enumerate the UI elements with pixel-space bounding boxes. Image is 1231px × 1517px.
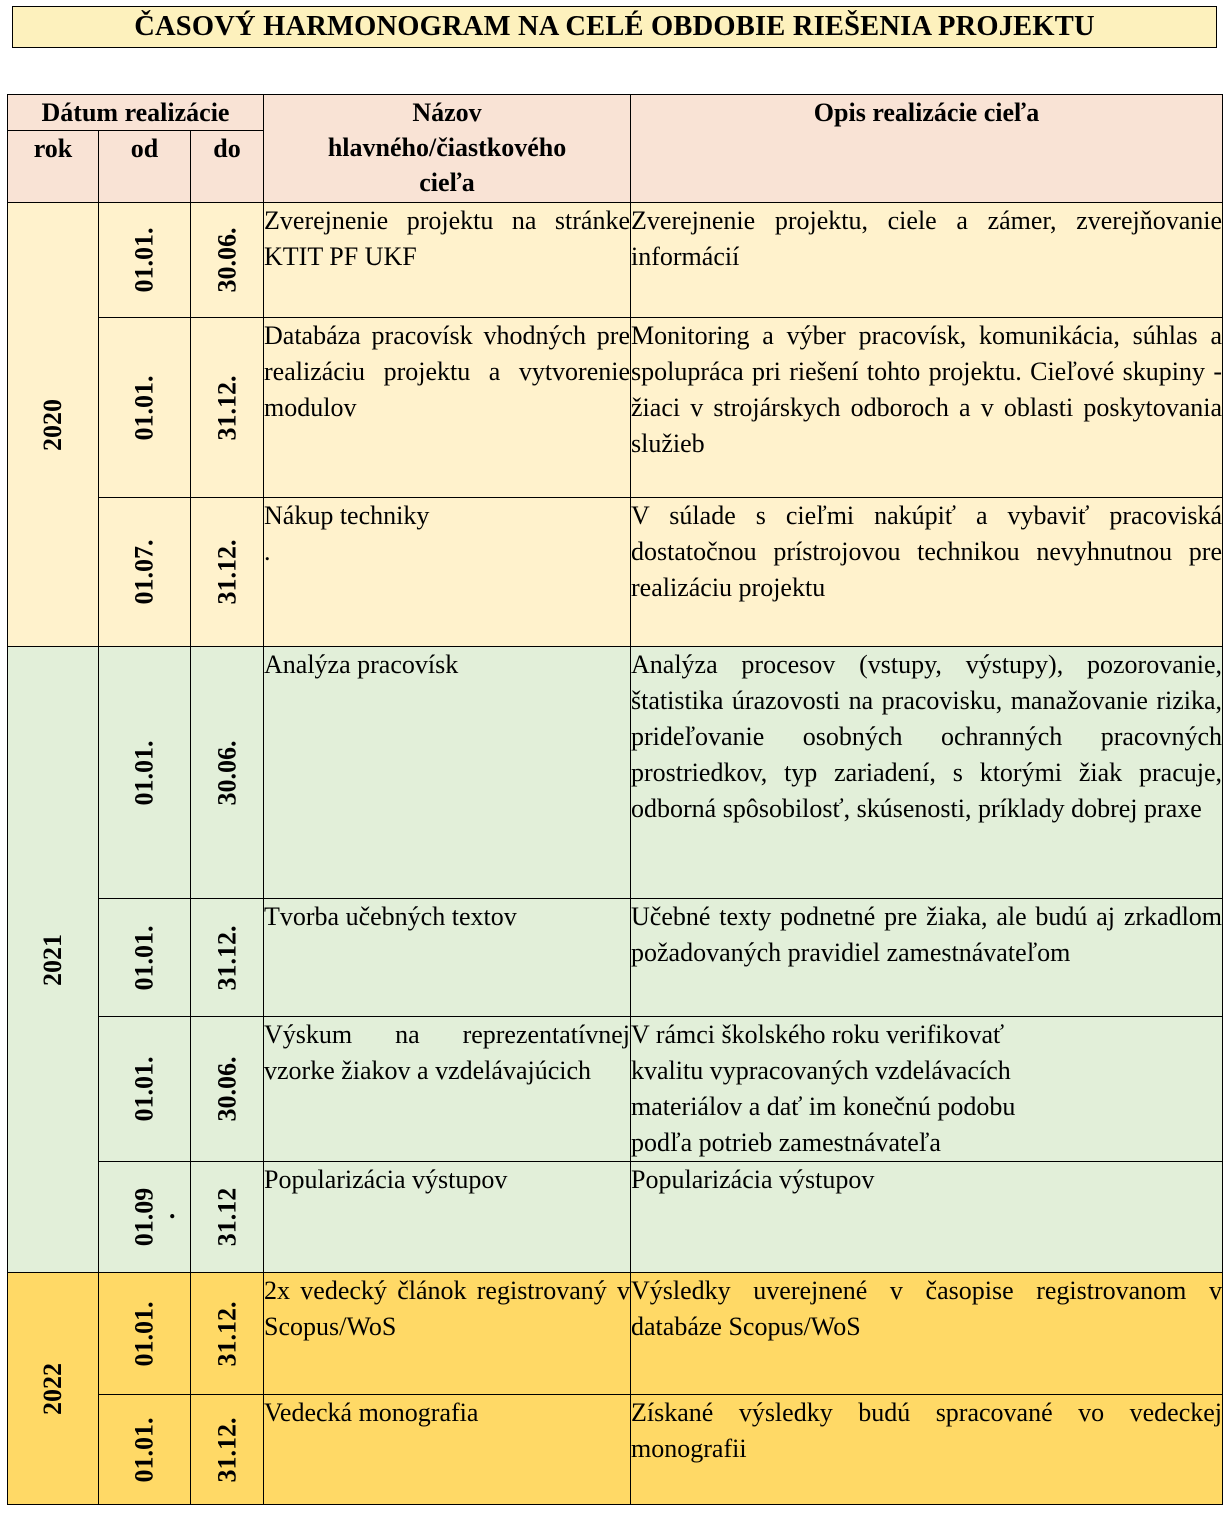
goal-description: Výsledky uverejnené v časopise registrovanom v databáze Scopus/WoS (631, 1273, 1223, 1395)
od-cell (99, 203, 191, 318)
od-cell (99, 647, 191, 899)
goal-description: Analýza procesov (vstupy, výstupy), pozorovanie, štatistika úrazovosti na pracovisku, manažovanie rizika, prideľovanie osobných ochranných pracovných prostriedkov, typ zariadení, s ktorými žiak pracuje, odborná spôsobilosť, skúsenosti, príklady dobrej praxe (631, 647, 1223, 899)
od-label: 01.01. (129, 740, 159, 805)
header-date-group (8, 95, 264, 131)
header-rok-label: rok (33, 134, 73, 163)
do-cell (191, 899, 264, 1017)
od-label: 01.09 (129, 1187, 159, 1247)
header-rok (8, 131, 99, 203)
goal-name: Vedecká monografia (264, 1395, 631, 1505)
od-cell (99, 899, 191, 1017)
do-label: 30.06. (212, 1056, 241, 1122)
goal-name: 2x vedecký článok registrovaný v Scopus/WoS (264, 1273, 631, 1395)
header-name-line: Názov (412, 98, 482, 127)
header-desc-col (631, 95, 1223, 203)
goal-description-line: V rámci školského roku verifikovať (631, 1020, 1005, 1049)
od-cell (99, 1162, 191, 1273)
goal-name: Výskum na reprezentatívnej vzorke žiakov a vzdelávajúcich (264, 1017, 631, 1162)
goal-name: Zverejnenie projektu na stránke KTIT PF UKF (264, 203, 631, 318)
do-label: 31.12. (212, 925, 241, 990)
header-do (191, 131, 264, 203)
table-row (8, 899, 1223, 1017)
goal-description: Učebné texty podnetné pre žiaka, ale budú aj zrkadlom požadovaných pravidiel zamestnávateľom (631, 899, 1223, 1017)
goal-description: V súlade s cieľmi nakúpiť a vybaviť pracoviská dostatočnou prístrojovou technikou nevyhnutnou pre realizáciu projektu (631, 498, 1223, 647)
do-cell (191, 318, 264, 498)
od-cell (99, 1273, 191, 1395)
goal-name: Analýza pracovísk (264, 647, 631, 899)
table-row (8, 1162, 1223, 1273)
od-dot: . (169, 1195, 176, 1224)
goal-name: Databáza pracovísk vhodných pre realizáciu projektu a vytvorenie modulov (264, 318, 631, 498)
table-row (8, 1273, 1223, 1395)
page-title: ČASOVÝ HARMONOGRAM NA CELÉ OBDOBIE RIEŠENIA PROJEKTU (12, 6, 1217, 48)
od-label: 01.07. (129, 539, 159, 605)
goal-description-line: materiálov a dať im konečnú podobu (631, 1092, 1016, 1121)
od-cell (99, 1017, 191, 1162)
table-row (8, 318, 1223, 498)
goal-name-text: Nákup techniky (264, 501, 430, 530)
do-cell (191, 1017, 264, 1162)
do-label: 30.06. (212, 740, 241, 805)
header-od (99, 131, 191, 203)
goal-name: Tvorba učebných textov (264, 899, 631, 1017)
do-label: 31.12. (212, 375, 241, 440)
do-label: 31.12. (212, 1417, 241, 1482)
do-cell (191, 647, 264, 899)
od-label: 01.01. (129, 925, 159, 990)
do-label: 30.06. (212, 227, 241, 293)
goal-description: Zverejnenie projektu, ciele a zámer, zverejňovanie informácií (631, 203, 1223, 318)
od-label: 01.01. (129, 227, 159, 293)
od-label: 01.01. (129, 1417, 159, 1482)
do-label: 31.12 (212, 1187, 241, 1247)
do-cell (191, 1395, 264, 1505)
do-cell (191, 1273, 264, 1395)
do-cell (191, 498, 264, 647)
do-cell (191, 203, 264, 318)
timeline-table (7, 94, 1223, 1505)
header-desc-label: Opis realizácie cieľa (813, 98, 1040, 127)
goal-description: Získané výsledky budú spracované vo vedeckej monografii (631, 1395, 1223, 1505)
year-cell-2022 (8, 1273, 99, 1505)
goal-name-extra: . (264, 537, 271, 566)
od-cell (99, 498, 191, 647)
table-row (8, 1395, 1223, 1505)
header-name-line: hlavného/čiastkového (327, 133, 567, 162)
year-cell-2021 (8, 647, 99, 1273)
table-row (8, 498, 1223, 647)
goal-description: Monitoring a výber pracovísk, komunikácia, súhlas a spolupráca pri riešení tohto projektu. Cieľové skupiny - žiaci v strojárskych odboroch a v oblasti poskytovania služieb (631, 318, 1223, 498)
goal-description: Popularizácia výstupov (631, 1162, 1223, 1273)
header-name-line: cieľa (419, 168, 475, 197)
goal-description-line: podľa potrieb zamestnávateľa (631, 1128, 941, 1157)
do-label: 31.12. (212, 539, 241, 605)
header-date-group-label: Dátum realizácie (41, 98, 230, 127)
header-do-label: do (213, 134, 241, 163)
goal-name: Popularizácia výstupov (264, 1162, 631, 1273)
do-cell (169, 1162, 264, 1273)
year-cell-2020 (8, 203, 99, 647)
table-row (8, 1017, 1223, 1162)
od-label: 01.01. (129, 375, 159, 440)
do-label: 31.12. (212, 1301, 241, 1366)
year-label: 2020 (38, 398, 67, 451)
table-row (8, 647, 1223, 899)
year-label: 2022 (38, 1362, 67, 1415)
goal-description-line: kvalitu vypracovaných vzdelávacích (631, 1056, 1011, 1085)
goal-name (264, 498, 631, 647)
od-label: 01.01. (129, 1056, 159, 1122)
od-cell (99, 318, 191, 498)
year-label: 2021 (38, 933, 67, 986)
od-cell (99, 1395, 191, 1505)
od-label: 01.01. (129, 1301, 159, 1366)
table-row (8, 203, 1223, 318)
header-name-col (264, 95, 631, 203)
goal-description (631, 1017, 1223, 1162)
header-od-label: od (130, 134, 159, 163)
